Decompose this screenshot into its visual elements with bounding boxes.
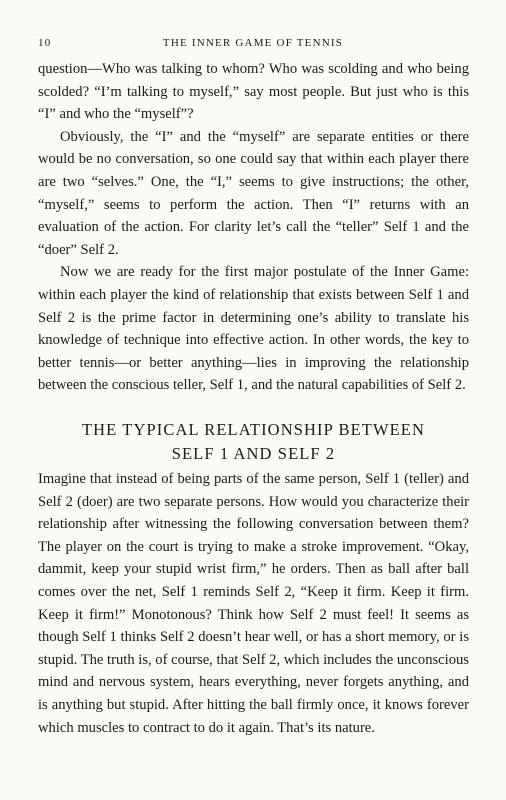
paragraph: question—Who was talking to whom? Who was scolding and who being scolded? “I’m talking to myself,” say most people. But just who is this “I” and who the “myself”?	[38, 61, 469, 123]
section-heading-line: SELF 1 AND SELF 2	[171, 444, 336, 463]
section-heading	[38, 418, 469, 466]
paragraph: Obviously, the “I” and the “myself” are separate entities or there would be no conversation, so one could say that within each player there are two “selves.” One, the “I,” seems to give instructions; the other, “myself,” seems to perform the action. Then “I” returns with an evaluation of the action. For clarity let’s call the “teller” Self 1 and the “doer” Self 2.	[38, 128, 469, 258]
text-block-bottom	[38, 468, 469, 739]
section-heading-line: THE TYPICAL RELATIONSHIP BETWEEN	[81, 420, 426, 439]
running-head-title: THE INNER GAME OF TENNIS	[162, 37, 344, 49]
running-head	[38, 37, 468, 53]
paragraph: Now we are ready for the first major postulate of the Inner Game: within each player the kind of relationship that exists between Self 1 and Self 2 is the prime factor in determining one’s ability to translate his knowledge of technique into effective action. In other words, the key to better tennis—or better anything—lies in improving the relationship between the conscious teller, Self 1, and the natural capabilities of Self 2.	[38, 264, 469, 394]
page-number: 10	[38, 37, 52, 49]
text-block-top	[38, 58, 469, 397]
paragraph: Imagine that instead of being parts of the same person, Self 1 (teller) and Self 2 (doer) are two separate persons. How would you characterize their relationship after witnessing the following conversation between them? The player on the court is trying to make a stroke improvement. “Okay, dammit, keep your stupid wrist firm,” he orders. Then as ball after ball comes over the net, Self 1 reminds Self 2, “Keep it firm. Keep it firm. Keep it firm!” Monotonous? Think how Self 2 must feel! It seems as though Self 1 thinks Self 2 doesn’t hear well, or has a short memory, or is stupid. The truth is, of course, that Self 2, which includes the unconscious mind and nervous system, hears everything, never forgets anything, and is anything but stupid. After hitting the ball firmly once, it knows forever which muscles to contract to do it again. That’s its nature.	[38, 471, 469, 736]
